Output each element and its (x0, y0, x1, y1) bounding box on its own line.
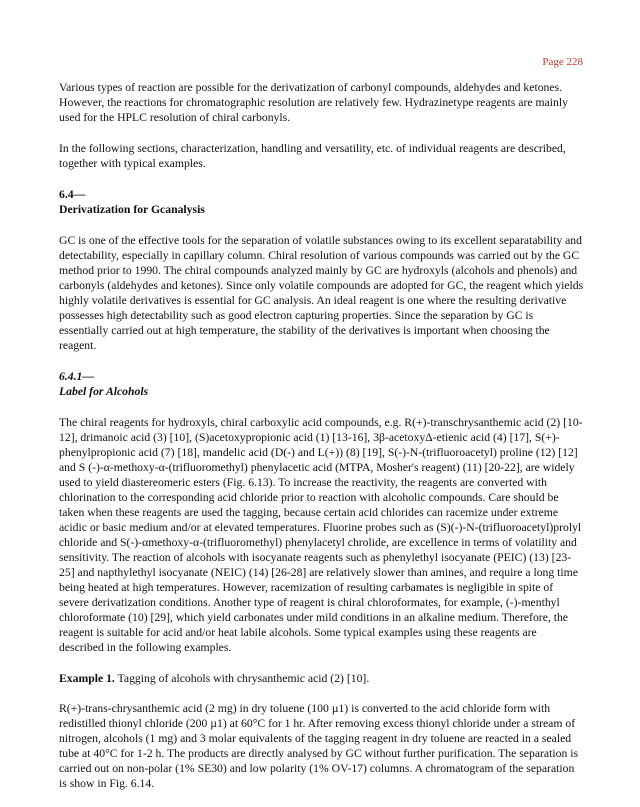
example-heading (59, 671, 584, 686)
subsection-number: 6.4.1— (59, 370, 95, 383)
example-title: Tagging of alcohols with chrysanthemic acid (2) [10]. (114, 672, 370, 685)
subsection-title: Label for Alcohols (59, 385, 149, 398)
page-content (59, 80, 584, 807)
intro-paragraph-1: Various types of reaction are possible for the derivatization of carbonyl compounds, aldehydes and ketones. However, the reactions for chromatographic resolution are relatively few. Hydrazinetype reagents are mainly used for the HPLC resolution of chiral carbonyls. (59, 81, 568, 124)
section-body: GC is one of the effective tools for the separation of volatile substances owing to its excellent separatability and detectability, especially in capillary column. Chiral resolution of various compounds was carried out by the GC method prior to 1990. The chiral compounds analyzed mainly by GC are hydroxyls (alcohols and phenols) and carbonyls (aldehydes and ketones). Since only volatile compounds are adopted for GC, the reagent which yields highly volatile derivatives is essential for GC analysis. An ideal reagent is one where the resulting derivative possesses high detectability such as good electron capturing properties. Since the separation by GC is essentially carried out at high temperature, the stability of the derivatives is important when choosing the reagent. (59, 234, 584, 352)
section-number: 6.4— (59, 188, 86, 201)
subsection-body: The chiral reagents for hydroxyls, chiral carboxylic acid compounds, e.g. R(+)-transchrysanthemic acid (2) [10-12], drimanoic acid (3) [10], (S)acetoxypropionic acid (1) [13-16], 3β-acetoxyΔ-etienic acid (4) [17], S(+)-phenylpropionic acid (7) [18], mandelic acid (D(-) and L(+)) (8) [19], S(-)-N-(trifluoroacetyl) proline (12) [12] and S (-)-α-methoxy-α-(trifluoromethyl) phenylacetic acid (MTPA, Mosher's reagent) (11) [20-22], are widely used to yield diastereomeric esters (Fig. 6.13). To increase the reactivity, the reagents are converted with chlorination to the corresponding acid chloride prior to reaction with alcoholic compounds. Care should be taken when these reagents are used the tagging, because certain acid chlorides can racemize under extreme acidic or basic medium and/or at elevated temperatures. Fluorine probes such as (S)(-)-N-(trifluoroacetyl)prolyl chloride and S(-)-αmethoxy-α-(trifluoromethyl) phenylacetyl chrolide, are excellence in terms of volatility and sensitivity. The reaction of alcohols with isocyanate reagents such as phenylethyl isocyanate (PEIC) (13) [23-25] and napthylethyl isocyanate (NEIC) (14) [26-28] are relatively slower than amines, and require a long time being heated at high temperatures. However, racemization of resulting carbamates is negligible in spite of severe derivatization conditions. Another type of reagent is chiral chloroformates, for example, (-)-menthyl chloroformate (10) [29], which yield carbonates under mild conditions in an alkaline medium. Therefore, the reagent is suitable for acid and/or heat labile alcohols. Some typical examples using these reagents are described in the following examples. (59, 416, 583, 654)
page-number: Page 228 (542, 56, 583, 68)
intro-paragraph-2: In the following sections, characterization, handling and versatility, etc. of individual reagents are described, together with typical examples. (59, 142, 566, 170)
example-label: Example 1. (59, 672, 115, 685)
section-title: Derivatization for Gcanalysis (59, 203, 205, 216)
example-body: R(+)-trans-chrysanthemic acid (2 mg) in dry toluene (100 µ1) is converted to the acid chloride form with redistilled thionyl chloride (200 µ1) at 60°C for 1 hr. After removing excess thionyl chloride under a stream of nitrogen, alcohols (1 mg) and 3 molar equivalents of the tagging reagent in dry toluene are reacted in a sealed tube at 40°C for 1-2 h. The products are directly analysed by GC without further purification. The separation is carried out on non-polar (1% SE30) and low polarity (1% OV-17) columns. A chromatogram of the separation is show in Fig. 6.14. (59, 702, 579, 790)
